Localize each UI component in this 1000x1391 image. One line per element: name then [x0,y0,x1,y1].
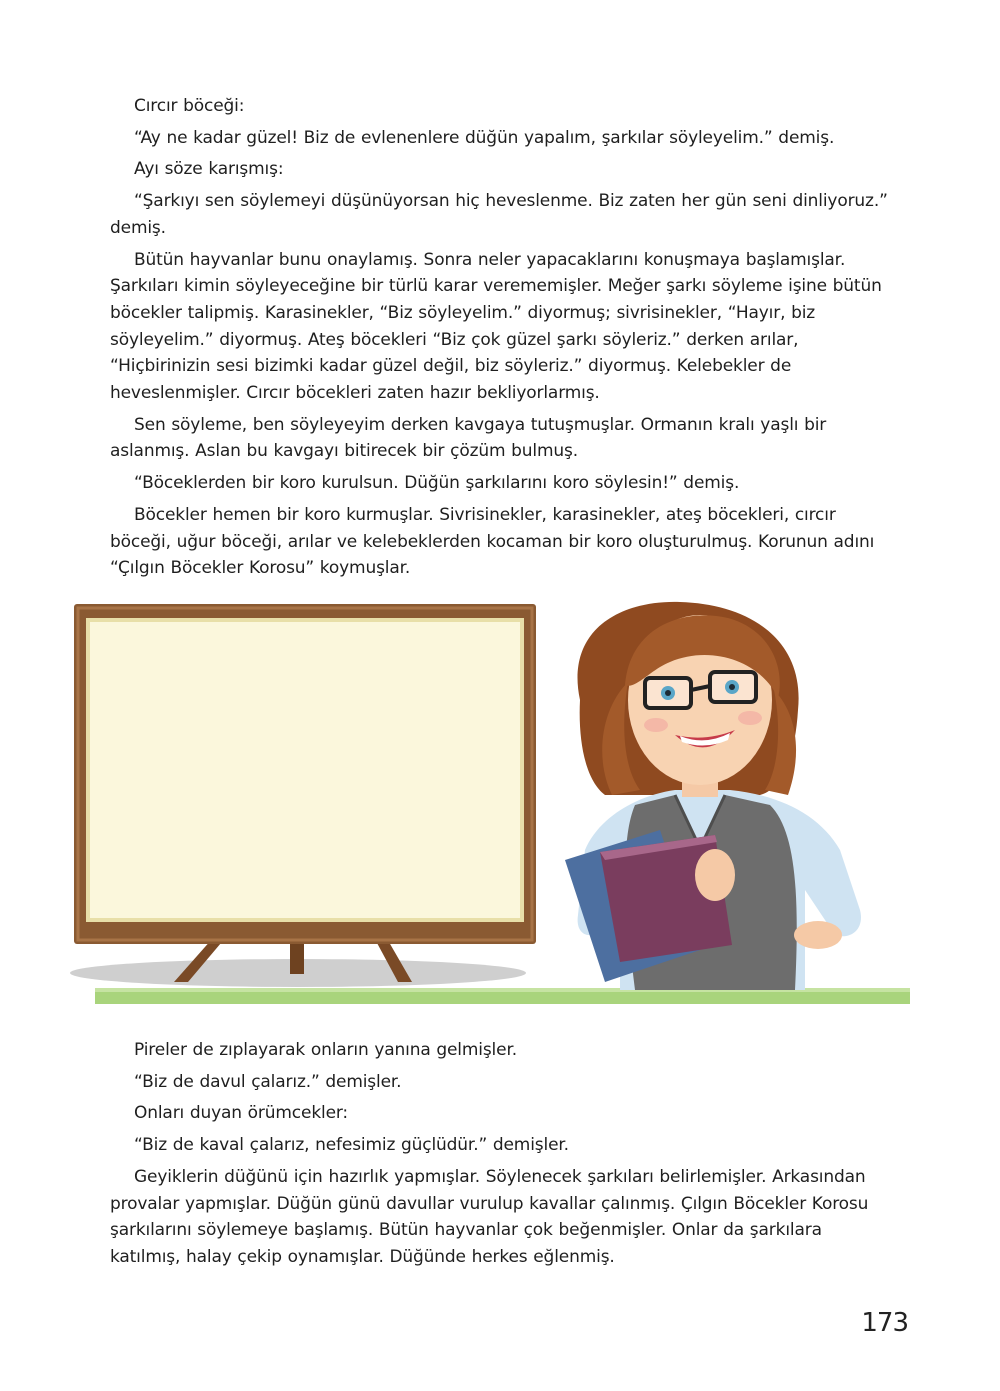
paragraph: Bütün hayvanlar bunu onaylamış. Sonra neler yapacaklarını konuşmaya başlamışlar. Şarkıları kimin söyleyeceğine bir türlü karar verememişler. Meğer şarkı söyleme işine bütün böcekler talipmiş. Karasinekler, “Biz söyleyelim.” diyormuş; sivrisinekler, “Hayır, biz söyleyelim.” diyormuş. Ateş böcekleri “Biz çok güzel şarkı söyleriz.” derken arılar, “Hiçbirinizin sesi bizimki kadar güzel değil, biz söyleriz.” diyormuş. Kelebekler de heveslenmişler. Cırcır böcekleri zaten hazır bekliyorlarmış. [110,249,882,404]
paragraph: “Şarkıyı sen söylemeyi düşünüyorsan hiç heveslenme. Biz zaten her gün seni dinliyoruz.” demiş. [110,191,888,238]
paragraph: Pireler de zıplayarak onların yanına gelmişler. [134,1040,517,1060]
easel-board-illustration [74,604,536,982]
paragraph: Geyiklerin düğünü için hazırlık yapmışlar. Söylenecek şarkıları belirlemişler. Arkasından provalar yapmışlar. Düğün günü davullar vurulup kavallar çalınmış. Çılgın Böcekler Korosu şarkılarını söylemeye başlamış. Bütün hayvanlar çok beğenmişler. Onlar da şarkılara katılmış, halay çekip oynamışlar. Düğünde herkes eğlenmiş. [110,1166,869,1267]
paragraph: Böcekler hemen bir koro kurmuşlar. Sivrisinekler, karasinekler, ateş böcekleri, cırcır böceği, uğur böceği, arılar ve kelebeklerden kocaman bir koro oluşturulmuş. Korunun adını “Çılgın Böcekler Korosu” koymuşlar. [110,504,875,579]
paragraph: “Biz de kaval çalarız, nefesimiz güçlüdür.” demişler. [134,1135,569,1156]
paragraph: Sen söyleme, ben söyleyeyim derken kavgaya tutuşmuşlar. Ormanın kralı yaşlı bir aslanmış. Aslan bu kavgayı bitirecek bir çözüm bulmuş. [110,414,827,462]
teacher-illustration [565,602,861,990]
paragraph: Onları duyan örümcekler: [134,1103,349,1124]
paragraph: “Biz de davul çalarız.” demişler. [134,1071,402,1092]
story-text-top [110,93,890,587]
classroom-illustration [60,590,915,1020]
paragraph: “Böceklerden bir koro kurulsun. Düğün şarkılarını koro söylesin!” demiş. [134,473,740,494]
paragraph: “Ay ne kadar güzel! Biz de evlenenlere düğün yapalım, şarkılar söyleyelim.” demiş. [134,127,835,148]
paragraph: Ayı söze karışmış: [134,159,284,180]
story-text-bottom [110,1037,890,1276]
paragraph: Cırcır böceği: [134,96,245,116]
page-number: 173 [861,1308,908,1338]
blank-board-surface [90,622,520,918]
